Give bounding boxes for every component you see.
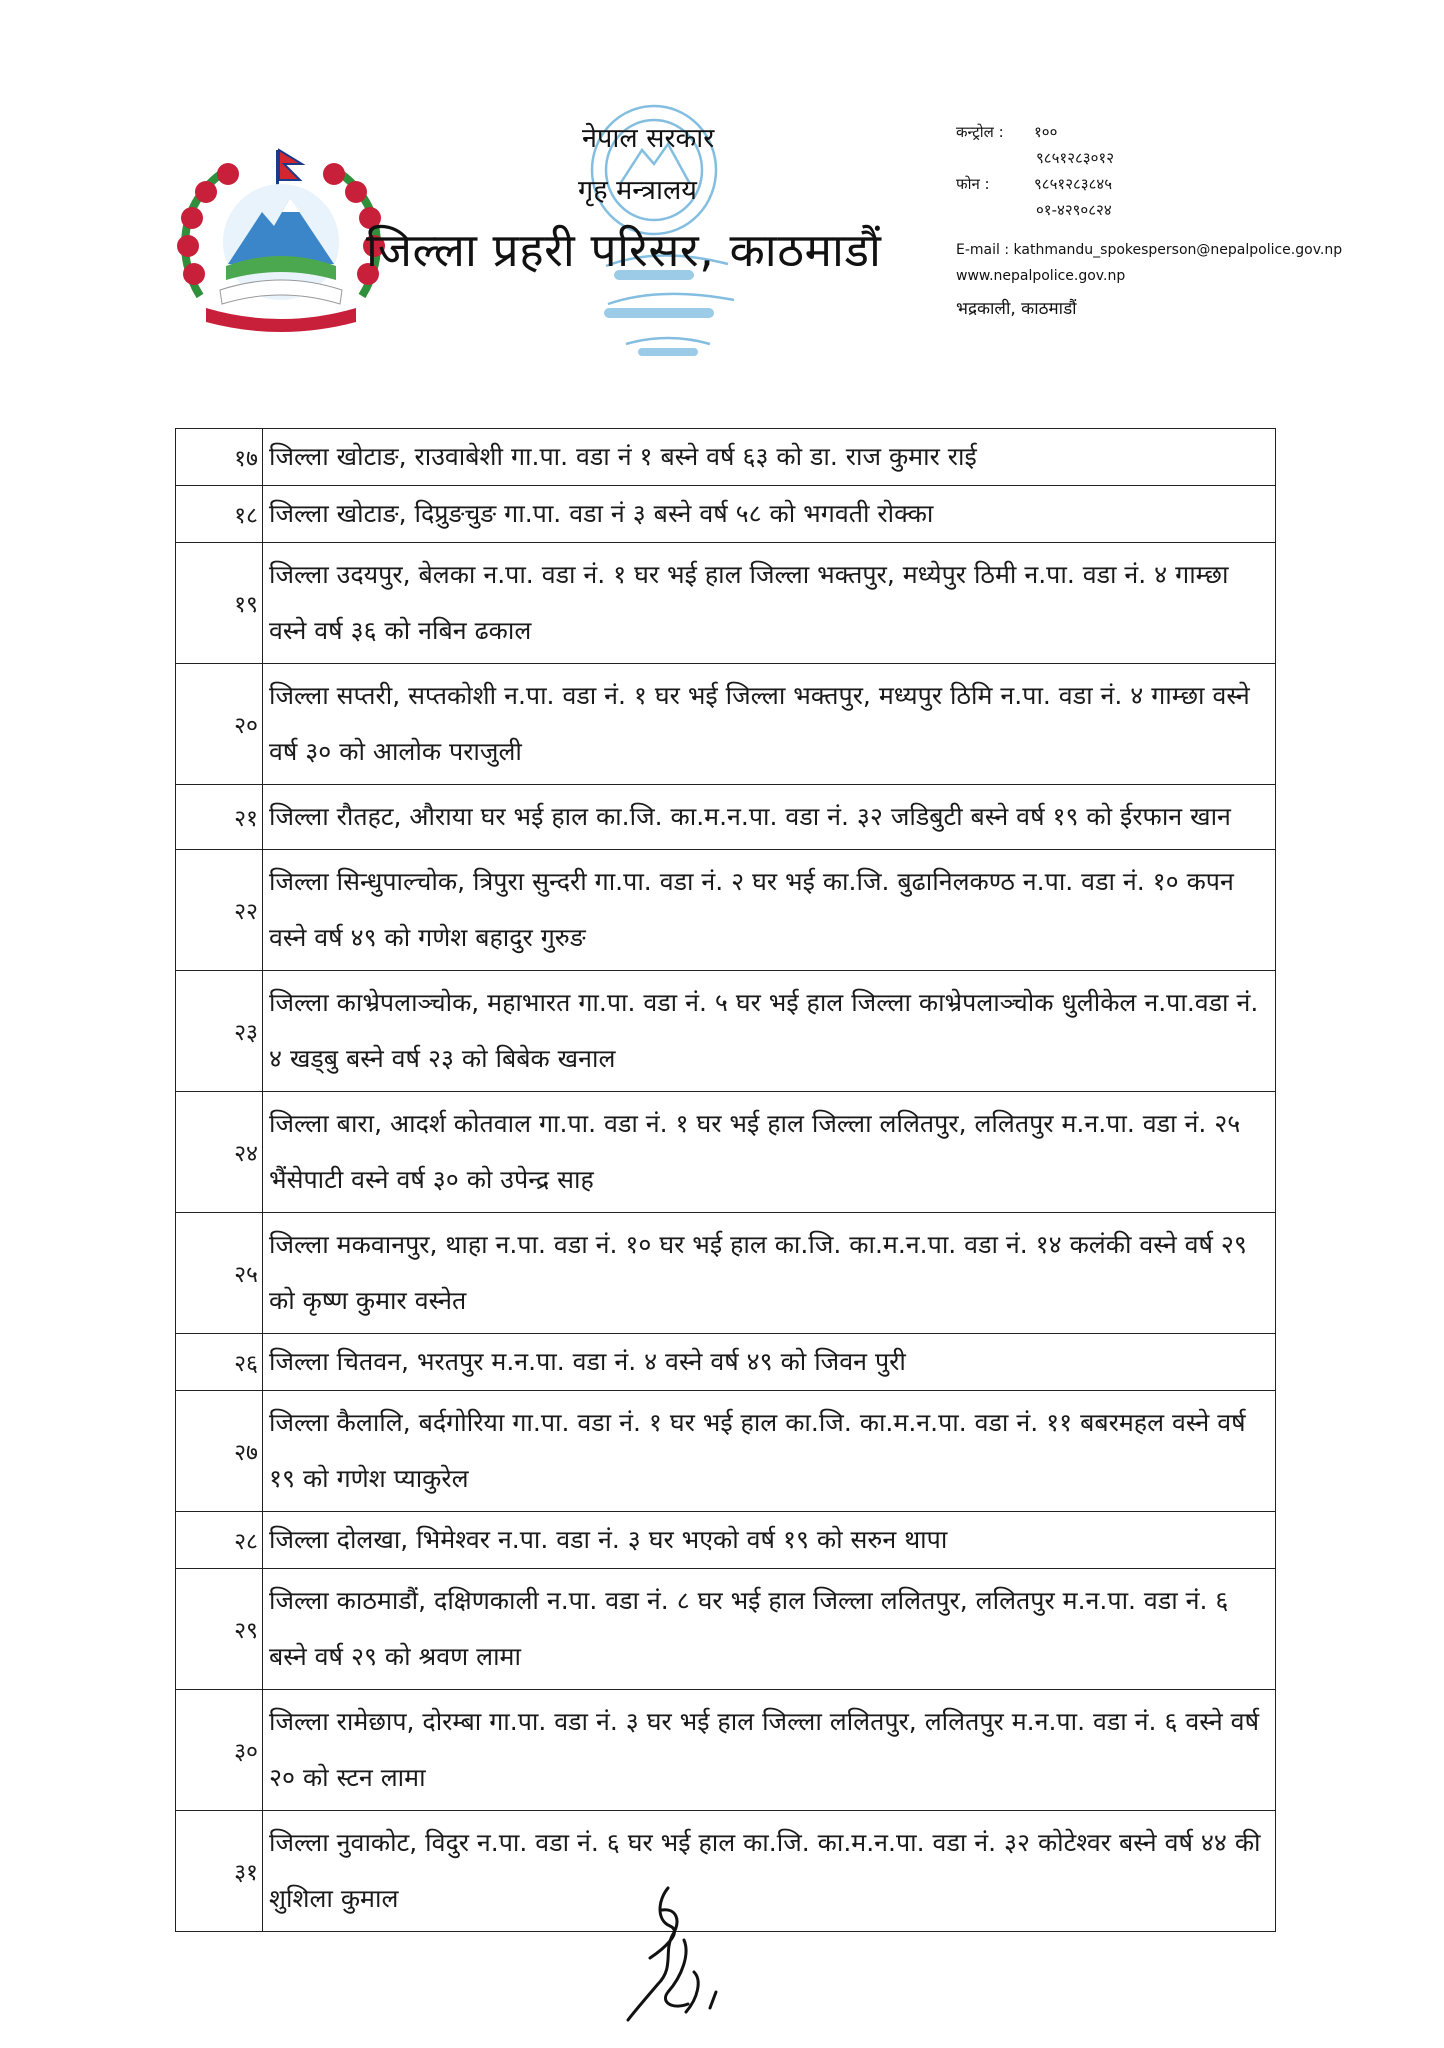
phone-2: ९८५१२८३८४५ [1034, 175, 1113, 193]
record-row [176, 1213, 1276, 1334]
record-row [176, 785, 1276, 850]
website: www.nepalpolice.gov.np [956, 268, 1126, 284]
record-description: जिल्ला काभ्रेपलाञ्चोक, महाभारत गा.पा. वडा नं. ५ घर भई हाल जिल्ला काभ्रेपलाञ्चोक धुलीकेल न.पा.वडा नं. ४ खड्बु बस्ने वर्ष २३ को बिबेक खनाल [263, 971, 1276, 1092]
record-serial: २० [176, 664, 263, 785]
record-description: जिल्ला दोलखा, भिमेश्वर न.पा. वडा नं. ३ घर भएको वर्ष १९ को सरुन थापा [263, 1512, 1276, 1569]
record-description: जिल्ला नुवाकोट, विदुर न.पा. वडा नं. ६ घर भई हाल का.जि. का.म.न.पा. वडा नं. ३२ कोटेश्वर बस्ने वर्ष ४४ की शुशिला कुमाल [263, 1811, 1276, 1932]
control-line [956, 122, 1057, 142]
record-row [176, 850, 1276, 971]
record-description: जिल्ला रामेछाप, दोरम्बा गा.पा. वडा नं. ३ घर भई हाल जिल्ला ललितपुर, ललितपुर म.न.पा. वडा नं. ६ वस्ने वर्ष २० को स्टन लामा [263, 1690, 1276, 1811]
record-row [176, 1334, 1276, 1391]
phone-line [956, 174, 1112, 194]
office-address: भद्रकाली, काठमाडौं [956, 299, 1077, 319]
office-name: जिल्ला प्रहरी परिसर, काठमाडौं [366, 223, 882, 277]
record-row [176, 1690, 1276, 1811]
record-serial: २८ [176, 1512, 263, 1569]
government-name: नेपाल सरकार [582, 123, 715, 154]
record-description: जिल्ला रौतहट, औराया घर भई हाल का.जि. का.म.न.पा. वडा नं. ३२ जडिबुटी बस्ने वर्ष १९ को ईरफान खान [263, 785, 1276, 850]
record-description: जिल्ला बारा, आदर्श कोतवाल गा.पा. वडा नं. १ घर भई हाल जिल्ला ललितपुर, ललितपुर म.न.पा. वडा नं. २५ भैंसेपाटी वस्ने वर्ष ३० को उपेन्द्र साह [263, 1092, 1276, 1213]
record-serial: १९ [176, 543, 263, 664]
record-description: जिल्ला कैलालि, बर्दगोरिया गा.पा. वडा नं. १ घर भई हाल का.जि. का.म.न.पा. वडा नं. ११ बबरमहल वस्ने वर्ष १९ को गणेश प्याकुरेल [263, 1391, 1276, 1512]
record-serial: १८ [176, 486, 263, 543]
record-description: जिल्ला सिन्धुपाल्चोक, त्रिपुरा सुन्दरी गा.पा. वडा नं. २ घर भई का.जि. बुढानिलकण्ठ न.पा. वडा नं. १० कपन वस्ने वर्ष ४९ को गणेश बहादुर गुरुङ [263, 850, 1276, 971]
record-row [176, 429, 1276, 486]
emblem-map [220, 280, 342, 304]
record-serial: २९ [176, 1569, 263, 1690]
control-label: कन्ट्रोल : [956, 123, 1004, 141]
signature [598, 1880, 748, 2030]
record-row [176, 971, 1276, 1092]
record-serial: २७ [176, 1391, 263, 1512]
record-serial: १७ [176, 429, 263, 486]
record-serial: २६ [176, 1334, 263, 1391]
record-row [176, 1391, 1276, 1512]
record-row [176, 1569, 1276, 1690]
record-serial: २३ [176, 971, 263, 1092]
record-description: जिल्ला सप्तरी, सप्तकोशी न.पा. वडा नं. १ घर भई जिल्ला भक्तपुर, मध्यपुर ठिमि न.पा. वडा नं. ४ गाम्छा वस्ने वर्ष ३० को आलोक पराजुली [263, 664, 1276, 785]
record-row [176, 543, 1276, 664]
email-address: E-mail : kathmandu_spokesperson@nepalpolice.gov.np [956, 242, 1343, 258]
ministry-name: गृह मन्त्रालय [578, 175, 697, 206]
records-body [176, 429, 1276, 1932]
record-serial: २२ [176, 850, 263, 971]
record-serial: ३१ [176, 1811, 263, 1932]
record-description: जिल्ला काठमाडौं, दक्षिणकाली न.पा. वडा नं. ८ घर भई हाल जिल्ला ललितपुर, ललितपुर म.न.पा. वडा नं. ६ बस्ने वर्ष २९ को श्रवण लामा [263, 1569, 1276, 1690]
records-table [175, 428, 1276, 1932]
record-description: जिल्ला खोटाङ, राउवाबेशी गा.पा. वडा नं १ बस्ने वर्ष ६३ को डा. राज कुमार राई [263, 429, 1276, 486]
record-serial: २५ [176, 1213, 263, 1334]
motto-ribbon [206, 308, 356, 332]
nepal-emblem [170, 146, 392, 336]
control-number: १०० [1034, 123, 1058, 141]
record-serial: ३० [176, 1690, 263, 1811]
record-description: जिल्ला मकवानपुर, थाहा न.पा. वडा नं. १० घर भई हाल का.जि. का.म.न.पा. वडा नं. १४ कलंकी वस्ने वर्ष २९ को कृष्ण कुमार वस्नेत [263, 1213, 1276, 1334]
record-row [176, 664, 1276, 785]
phone-label: फोन : [956, 175, 990, 193]
record-description: जिल्ला खोटाङ, दिप्रुङचुङ गा.पा. वडा नं ३ बस्ने वर्ष ५८ को भगवती रोक्का [263, 486, 1276, 543]
record-row [176, 486, 1276, 543]
phone-1: ९८५१२८३०१२ [1036, 149, 1115, 167]
record-row [176, 1512, 1276, 1569]
record-serial: २४ [176, 1092, 263, 1213]
record-row [176, 1092, 1276, 1213]
record-serial: २१ [176, 785, 263, 850]
phone-3: ०१-४२९०८२४ [1036, 201, 1112, 219]
record-description: जिल्ला चितवन, भरतपुर म.न.पा. वडा नं. ४ वस्ने वर्ष ४९ को जिवन पुरी [263, 1334, 1276, 1391]
flag-icon [279, 150, 302, 180]
record-description: जिल्ला उदयपुर, बेलका न.पा. वडा नं. १ घर भई हाल जिल्ला भक्तपुर, मध्येपुर ठिमी न.पा. वडा नं. ४ गाम्छा वस्ने वर्ष ३६ को नबिन ढकाल [263, 543, 1276, 664]
